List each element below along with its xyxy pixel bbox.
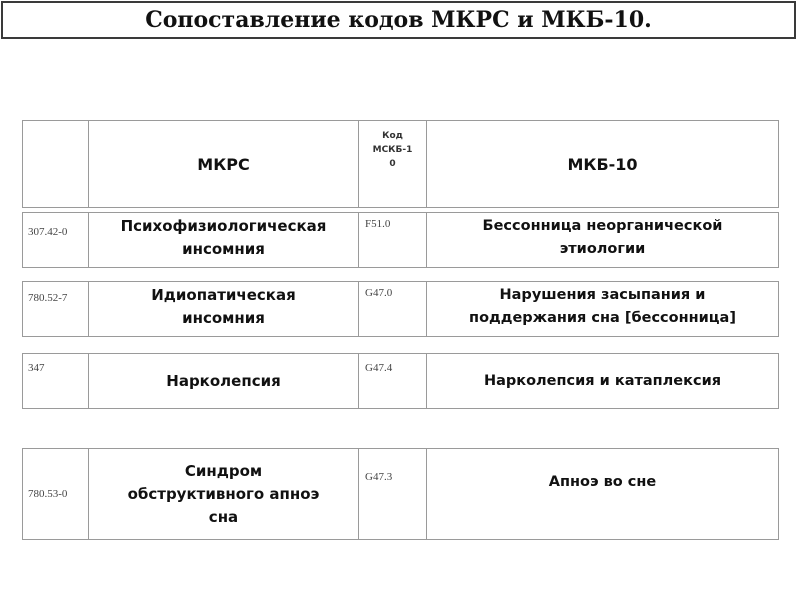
row-icd-code: G47.0 [359, 282, 427, 336]
row-icd-line: поддержания сна [бессонница] [469, 310, 736, 326]
table-row [22, 212, 779, 268]
row-icd-code: F51.0 [359, 213, 427, 267]
row-name-line: инсомния [182, 309, 265, 327]
row-icd-name [427, 213, 778, 267]
table-row [22, 353, 779, 409]
row-icd-name [427, 354, 778, 408]
table-row [22, 281, 779, 337]
header-code-line: МСКБ-1 [372, 145, 413, 155]
row-name [89, 282, 359, 336]
header-code-line: Код [382, 131, 403, 141]
row-name-line: инсомния [182, 240, 265, 258]
row-icd-line: Нарколепсия и катаплексия [483, 372, 722, 389]
row-icd-name [427, 282, 778, 336]
row-icd-code: G47.4 [359, 354, 427, 408]
row-code: 780.52-7 [23, 282, 89, 336]
row-code: 307.42-0 [23, 213, 89, 267]
table-row [22, 448, 779, 540]
row-icd-line: Нарушения засыпания и [499, 287, 706, 303]
row-code: 780.53-0 [23, 449, 89, 539]
row-name-line: Нарколепсия [166, 371, 281, 390]
header-table [22, 120, 779, 208]
row-name-line: Психофизиологическая [120, 217, 327, 235]
row-name-line: Синдром [184, 461, 263, 480]
row-code: 347 [23, 354, 89, 408]
header-code-line: 0 [389, 159, 396, 169]
row-icd-line: Бессонница неорганической [482, 218, 723, 234]
row-name-line: сна [208, 507, 239, 526]
slide-title: Сопоставление кодов МКРС и МКБ-10. [1, 1, 796, 39]
row-name-line: обструктивного апноэ [127, 484, 320, 503]
row-icd-name [427, 449, 778, 539]
row-name-line: Идиопатическая [151, 286, 296, 304]
header-mkrs: МКРС [89, 121, 359, 207]
row-name [89, 449, 359, 539]
header-code-mskb [359, 121, 427, 207]
row-name [89, 354, 359, 408]
row-name [89, 213, 359, 267]
header-mkb10: МКБ-10 [567, 154, 638, 174]
header-empty-cell [23, 121, 89, 207]
row-icd-line: этиологии [559, 241, 646, 257]
row-icd-line: Апноэ во сне [548, 474, 657, 490]
row-icd-code: G47.3 [359, 449, 427, 539]
